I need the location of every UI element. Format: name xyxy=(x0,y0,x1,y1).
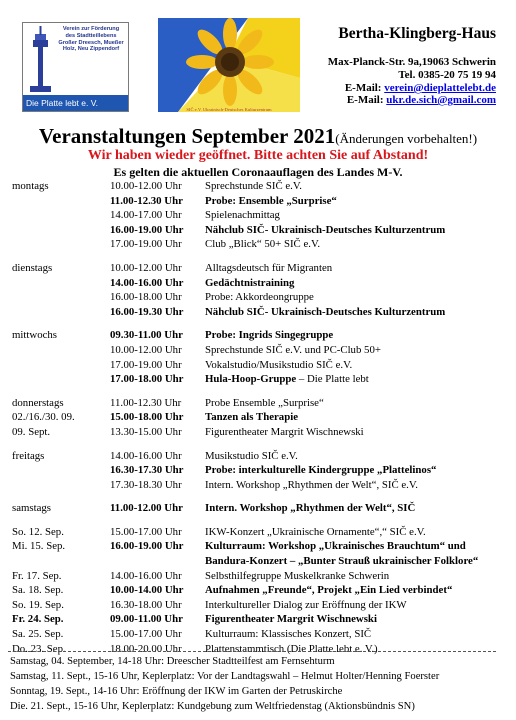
row-day: freitags xyxy=(12,449,45,462)
row-time: 09.30-11.00 Uhr xyxy=(110,329,183,342)
row-time: 11.00-12.00 Uhr xyxy=(110,502,183,515)
row-time: 11.00-12.30 Uhr xyxy=(110,396,182,409)
row-activity: Spielenachmittag xyxy=(205,209,280,222)
phone: Tel. 0385-20 75 19 94 xyxy=(398,69,496,81)
address: Max-Planck-Str. 9a,19063 Schwerin xyxy=(327,56,496,68)
row-spacer xyxy=(12,492,507,501)
row-activity: Intern. Workshop „Rhythmen der Welt“, SIČ e.V. xyxy=(205,478,418,491)
row-day: So. 19. Sep. xyxy=(12,598,64,611)
house-name: Bertha-Klingberg-Haus xyxy=(338,25,496,42)
row-activity: Nähclub SIČ- Ukrainisch-Deutsches Kulturzentrum xyxy=(205,305,446,318)
row-day: Mi. 15. Sep. xyxy=(12,540,66,553)
row-time: 17.00-19.00 Uhr xyxy=(110,238,182,251)
schedule-row xyxy=(12,554,507,569)
schedule-row xyxy=(12,525,507,540)
corona-notice: Es gelten die aktuellen Coronaauflagen des Landes M-V. xyxy=(113,165,403,179)
logo-caption: SIČ e.V. Ukrainisch-Deutsches Kulturzentrum xyxy=(186,107,272,112)
row-time: 16.30-17.30 Uhr xyxy=(110,464,184,477)
row-time: 16.00-18.00 Uhr xyxy=(110,291,182,304)
row-spacer xyxy=(12,387,507,396)
verein-logo xyxy=(22,22,129,112)
schedule-row xyxy=(12,223,507,238)
schedule-row xyxy=(12,179,507,194)
row-time: 10.00-12.00 Uhr xyxy=(110,261,182,274)
row-activity xyxy=(205,372,369,387)
row-activity: Club „Blick“ 50+ SIČ e.V. xyxy=(205,238,321,251)
row-day: So. 12. Sep. xyxy=(12,525,64,538)
schedule-row xyxy=(12,328,507,343)
row-activity-main: Hula-Hoop-Gruppe xyxy=(205,373,297,386)
row-activity: Sprechstunde SIČ e.V. und PC-Club 50+ xyxy=(205,343,381,356)
row-time: 10.00-12.00 Uhr xyxy=(110,180,182,192)
schedule-row xyxy=(12,425,507,440)
row-activity: Nähclub SIČ- Ukrainisch-Deutsches Kulturzentrum xyxy=(205,223,446,236)
row-time: 14.00-17.00 Uhr xyxy=(110,209,182,222)
row-time: 16.00-19.00 Uhr xyxy=(110,540,184,553)
email-line-1: E-Mail: verein@dieplattelebt.de xyxy=(344,82,496,94)
footer-line: Die. 21. Sept., 15-16 Uhr, Keplerplatz: Kundgebung zum Weltfriedenstag (Aktionsbündnis SN) xyxy=(10,701,415,712)
row-time: 16.00-19.30 Uhr xyxy=(110,305,184,318)
row-time: 14.00-16.00 Uhr xyxy=(110,449,182,462)
row-activity: Kulturraum: Workshop „Ukrainisches Brauchtum“ und xyxy=(205,540,466,553)
row-time: 11.00-12.30 Uhr xyxy=(110,194,183,207)
schedule-row xyxy=(12,276,507,291)
row-time: 13.30-15.00 Uhr xyxy=(110,425,182,438)
row-time: 17.00-19.00 Uhr xyxy=(110,358,182,371)
row-time: 17.00-18.00 Uhr xyxy=(110,373,184,386)
row-activity: Vokalstudio/Musikstudio SIČ e.V. xyxy=(205,358,353,371)
row-day: donnerstags xyxy=(12,396,64,409)
row-activity: Probe: Akkordeongruppe xyxy=(205,291,314,304)
footer-line: Samstag, 11. Sept., 15-16 Uhr, Keplerplatz: Vor der Landtagswahl – Helmut Holter/Henning Foerster xyxy=(10,671,440,682)
row-activity: Tanzen als Therapie xyxy=(205,411,298,424)
sunflower-icon xyxy=(158,18,300,112)
row-time: 15.00-18.00 Uhr xyxy=(110,411,184,424)
row-spacer xyxy=(12,319,507,328)
row-day: 09. Sept. xyxy=(12,425,51,438)
row-day: dienstags xyxy=(12,261,53,274)
footer-line: Sonntag, 19. Sept., 14-16 Uhr: Eröffnung der IKW im Garten der Petruskirche xyxy=(10,686,343,697)
schedule-row xyxy=(12,194,507,209)
row-activity: Aufnahmen „Freunde“, Projekt „Ein Lied verbindet“ xyxy=(205,584,453,597)
row-spacer xyxy=(12,440,507,449)
schedule-row xyxy=(12,208,507,223)
title-main: Veranstaltungen September 2021 xyxy=(38,124,336,148)
row-time: 18.00-20.00 Uhr xyxy=(110,642,182,655)
reopen-notice: Wir haben wieder geöffnet. Bitte achten Sie auf Abstand! xyxy=(87,148,429,163)
row-activity: Gedächtnistraining xyxy=(205,276,295,289)
row-activity: Bandura-Konzert – „Bunter Strauß ukrainischer Folklore“ xyxy=(205,555,479,568)
sunflower-logo xyxy=(158,18,300,112)
row-activity: Alltagsdeutsch für Migranten xyxy=(205,261,333,274)
schedule-row xyxy=(12,290,507,305)
schedule-row xyxy=(12,463,507,478)
row-time: 14.00-16.00 Uhr xyxy=(110,569,182,582)
row-spacer xyxy=(12,516,507,525)
row-day: Sa. 18. Sep. xyxy=(12,584,64,597)
email-line-2: E-Mail: ukr.de.sich@gmail.com xyxy=(346,94,496,106)
row-day: montags xyxy=(12,180,49,192)
row-time: 10.00-14.00 Uhr xyxy=(110,584,184,597)
divider xyxy=(8,651,496,652)
row-activity: Probe Ensemble „Surprise“ xyxy=(205,396,324,409)
row-activity: Plattenstammtisch (Die Platte lebt e. V.) xyxy=(205,642,378,655)
schedule-row xyxy=(12,627,507,642)
row-activity: Interkultureller Dialog zur Eröffnung der IKW xyxy=(205,598,407,611)
email-link-sich[interactable]: ukr.de.sich@gmail.com xyxy=(386,94,496,106)
schedule xyxy=(12,179,507,656)
schedule-row xyxy=(12,598,507,613)
tv-tower-icon xyxy=(27,26,53,92)
org-name: Verein zur Förderung des Stadtteillebens Großer Dreesch, Mueßer Holz, Neu Zippendorf xyxy=(58,26,124,53)
row-time: 10.00-12.00 Uhr xyxy=(110,343,182,356)
schedule-row xyxy=(12,612,507,627)
row-activity: Intern. Workshop „Rhythmen der Welt“, SIČ xyxy=(205,502,416,515)
row-time: 15.00-17.00 Uhr xyxy=(110,525,182,538)
row-day: Fr. 17. Sep. xyxy=(12,569,62,582)
email-link-verein[interactable]: verein@dieplattelebt.de xyxy=(384,82,496,94)
schedule-row xyxy=(12,261,507,276)
row-day: 02./16./30. 09. xyxy=(12,411,75,424)
row-time: 09.00-11.00 Uhr xyxy=(110,613,183,626)
row-activity: Probe: Ensemble „Surprise“ xyxy=(205,194,337,207)
schedule-row xyxy=(12,569,507,584)
schedule-row xyxy=(12,358,507,373)
row-time: 16.30-18.00 Uhr xyxy=(110,598,182,611)
row-activity: IKW-Konzert „Ukrainische Ornamente“,“ SIČ e.V. xyxy=(205,525,426,538)
row-day: samstags xyxy=(12,502,51,515)
row-time: 17.30-18.30 Uhr xyxy=(110,478,182,491)
row-day: Sa. 25. Sep. xyxy=(12,628,64,641)
row-activity: Figurentheater Margrit Wischnewski xyxy=(205,425,364,438)
schedule-row xyxy=(12,372,507,387)
title-note: (Änderungen vorbehalten!) xyxy=(335,131,478,146)
row-spacer xyxy=(12,252,507,261)
row-activity: Kulturraum: Klassisches Konzert, SIČ xyxy=(205,628,372,641)
schedule-row xyxy=(12,237,507,252)
schedule-row xyxy=(12,343,507,358)
row-activity: Probe: Ingrids Singegruppe xyxy=(205,329,334,342)
row-time: 14.00-16.00 Uhr xyxy=(110,276,184,289)
logo-band: Die Platte lebt e. V. xyxy=(23,95,128,111)
row-time: 16.00-19.00 Uhr xyxy=(110,223,184,236)
schedule-row xyxy=(12,539,507,554)
row-activity-tail: – Die Platte lebt xyxy=(296,373,369,386)
row-activity: Sprechstunde SIČ e.V. xyxy=(205,180,302,192)
schedule-row xyxy=(12,449,507,464)
row-activity: Musikstudio SIČ e.V. xyxy=(205,449,298,462)
schedule-row xyxy=(12,478,507,493)
schedule-row xyxy=(12,501,507,516)
schedule-row xyxy=(12,396,507,411)
schedule-row xyxy=(12,583,507,598)
footer-line: Samstag, 04. September, 14-18 Uhr: Dreescher Stadtteilfest am Fernsehturm xyxy=(10,656,335,667)
row-day: Fr. 24. Sep. xyxy=(12,613,64,626)
row-activity: Figurentheater Margrit Wischnewski xyxy=(205,613,377,626)
row-day: Do. 23. Sep. xyxy=(12,642,66,655)
page-title xyxy=(0,124,516,149)
row-activity: Selbsthilfegruppe Muskelkranke Schwerin xyxy=(205,569,390,582)
row-time: 15.00-17.00 Uhr xyxy=(110,628,182,641)
schedule-row xyxy=(12,410,507,425)
row-activity: Probe: interkulturelle Kindergruppe „Plattelinos“ xyxy=(205,464,437,477)
row-day: mittwochs xyxy=(12,329,57,342)
schedule-row xyxy=(12,305,507,320)
footer-events xyxy=(10,654,439,714)
